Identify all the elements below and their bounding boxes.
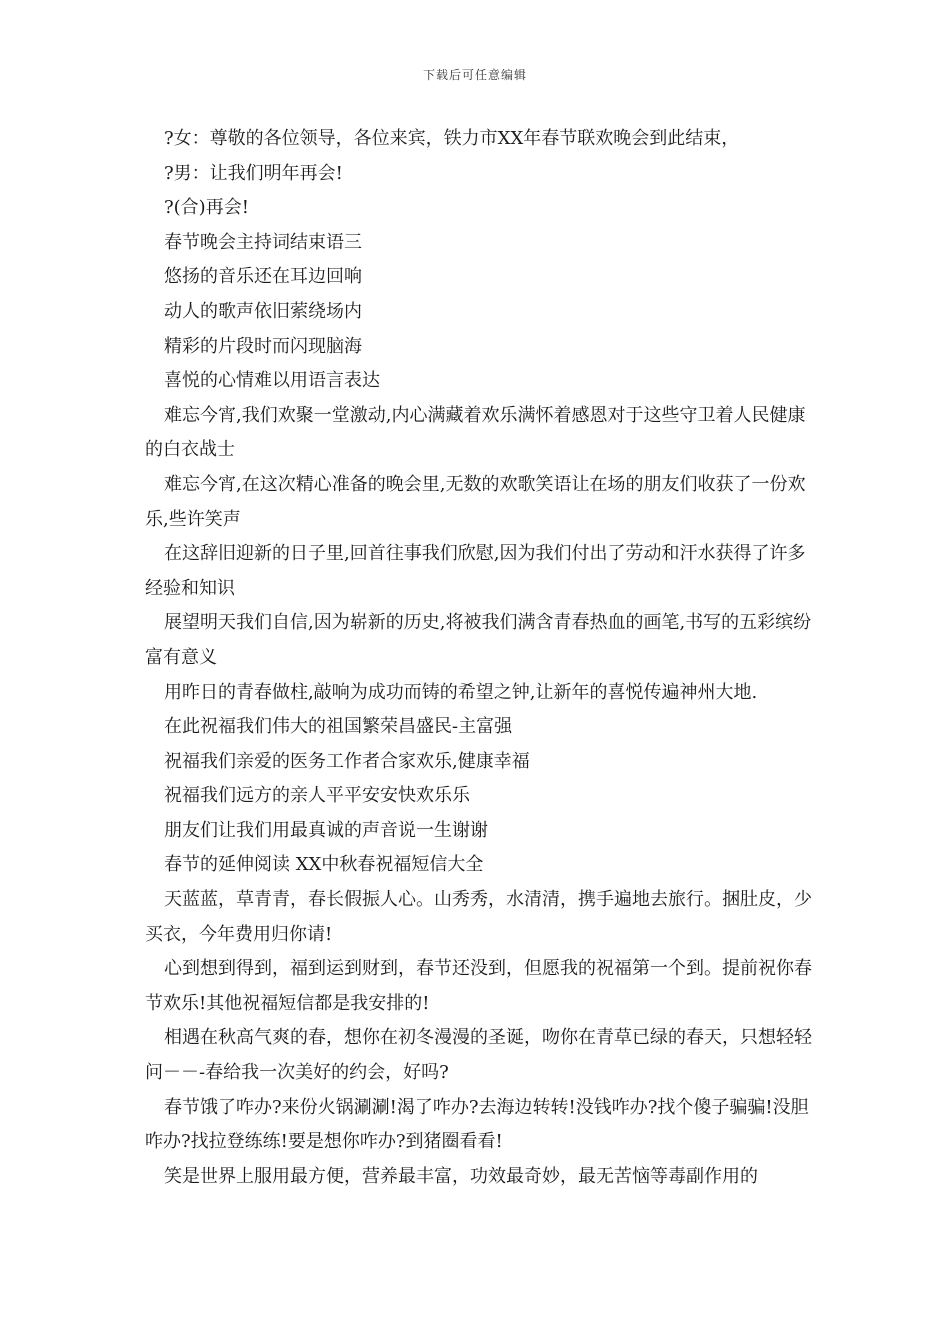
- page-header: 下载后可任意编辑: [422, 68, 527, 82]
- paragraph: 心到想到得到，福到运到财到，春节还没到，但愿我的祝福第一个到。提前祝你春节欢乐!其他祝福短信都是我安排的!: [145, 958, 812, 1014]
- paragraph: 难忘今宵,我们欢聚一堂激动,内心满藏着欢乐满怀着感恩对于这些守卫着人民健康的白衣战士: [145, 404, 806, 461]
- paragraph: 精彩的片段时而闪现脑海: [164, 335, 362, 357]
- paragraph-closing-male: ?男：让我们明年再会!: [164, 162, 343, 184]
- paragraph-closing-together: ?(合)再会!: [164, 197, 249, 219]
- section-heading-extended-reading: 春节的延伸阅读 XX中秋春祝福短信大全: [164, 854, 484, 876]
- paragraph: 朋友们让我们用最真诚的声音说一生谢谢: [164, 819, 488, 841]
- paragraph: 天蓝蓝，草青青，春长假振人心。山秀秀，水清清，携手遍地去旅行。捆肚皮，少买衣，今年费用归你请!: [145, 889, 812, 945]
- paragraph: 展望明天我们自信,因为崭新的历史,将被我们满含青春热血的画笔,书写的五彩缤纷富有意义: [145, 612, 812, 668]
- paragraph: 祝福我们远方的亲人平平安安快欢乐乐: [164, 785, 470, 807]
- paragraph: 在此祝福我们伟大的祖国繁荣昌盛民-主富强: [164, 716, 513, 738]
- section-heading: 春节晚会主持词结束语三: [164, 231, 362, 253]
- paragraph: 祝福我们亲爱的医务工作者合家欢乐,健康幸福: [164, 750, 530, 772]
- paragraph: 喜悦的心情难以用语言表达: [164, 370, 380, 392]
- paragraph-closing-female: ?女：尊敬的各位领导，各位来宾，铁力市XX年春节联欢晚会到此结束，: [164, 128, 740, 149]
- paragraph: 笑是世界上服用最方便，营养最丰富，功效最奇妙，最无苦恼等毒副作用的: [164, 1165, 758, 1187]
- paragraph: 难忘今宵,在这次精心准备的晚会里,无数的欢歌笑语让在场的朋友们收获了一份欢乐,些许笑声: [145, 473, 806, 530]
- paragraph: 悠扬的音乐还在耳边回响: [164, 266, 362, 288]
- paragraph: 在这辞旧迎新的日子里,回首往事我们欣慰,因为我们付出了劳动和汗水获得了许多经验和知识: [145, 543, 806, 599]
- paragraph: 相遇在秋高气爽的春，想你在初冬漫漫的圣诞，吻你在青草已绿的春天，只想轻轻问－－-春给我一次美好的约会，好吗?: [145, 1027, 812, 1084]
- document-body: [145, 122, 815, 1194]
- paragraph: 用昨日的青春做柱,敲响为成功而铸的希望之钟,让新年的喜悦传遍神州大地.: [164, 681, 758, 703]
- paragraph: 春节饿了咋办?来份火锅涮涮!渴了咋办?去海边转转!没钱咋办?找个傻子骗骗!没胆咋办?找拉登练练!要是想你咋办?到猪圈看看!: [145, 1096, 809, 1153]
- paragraph: 动人的歌声依旧萦绕场内: [164, 300, 362, 322]
